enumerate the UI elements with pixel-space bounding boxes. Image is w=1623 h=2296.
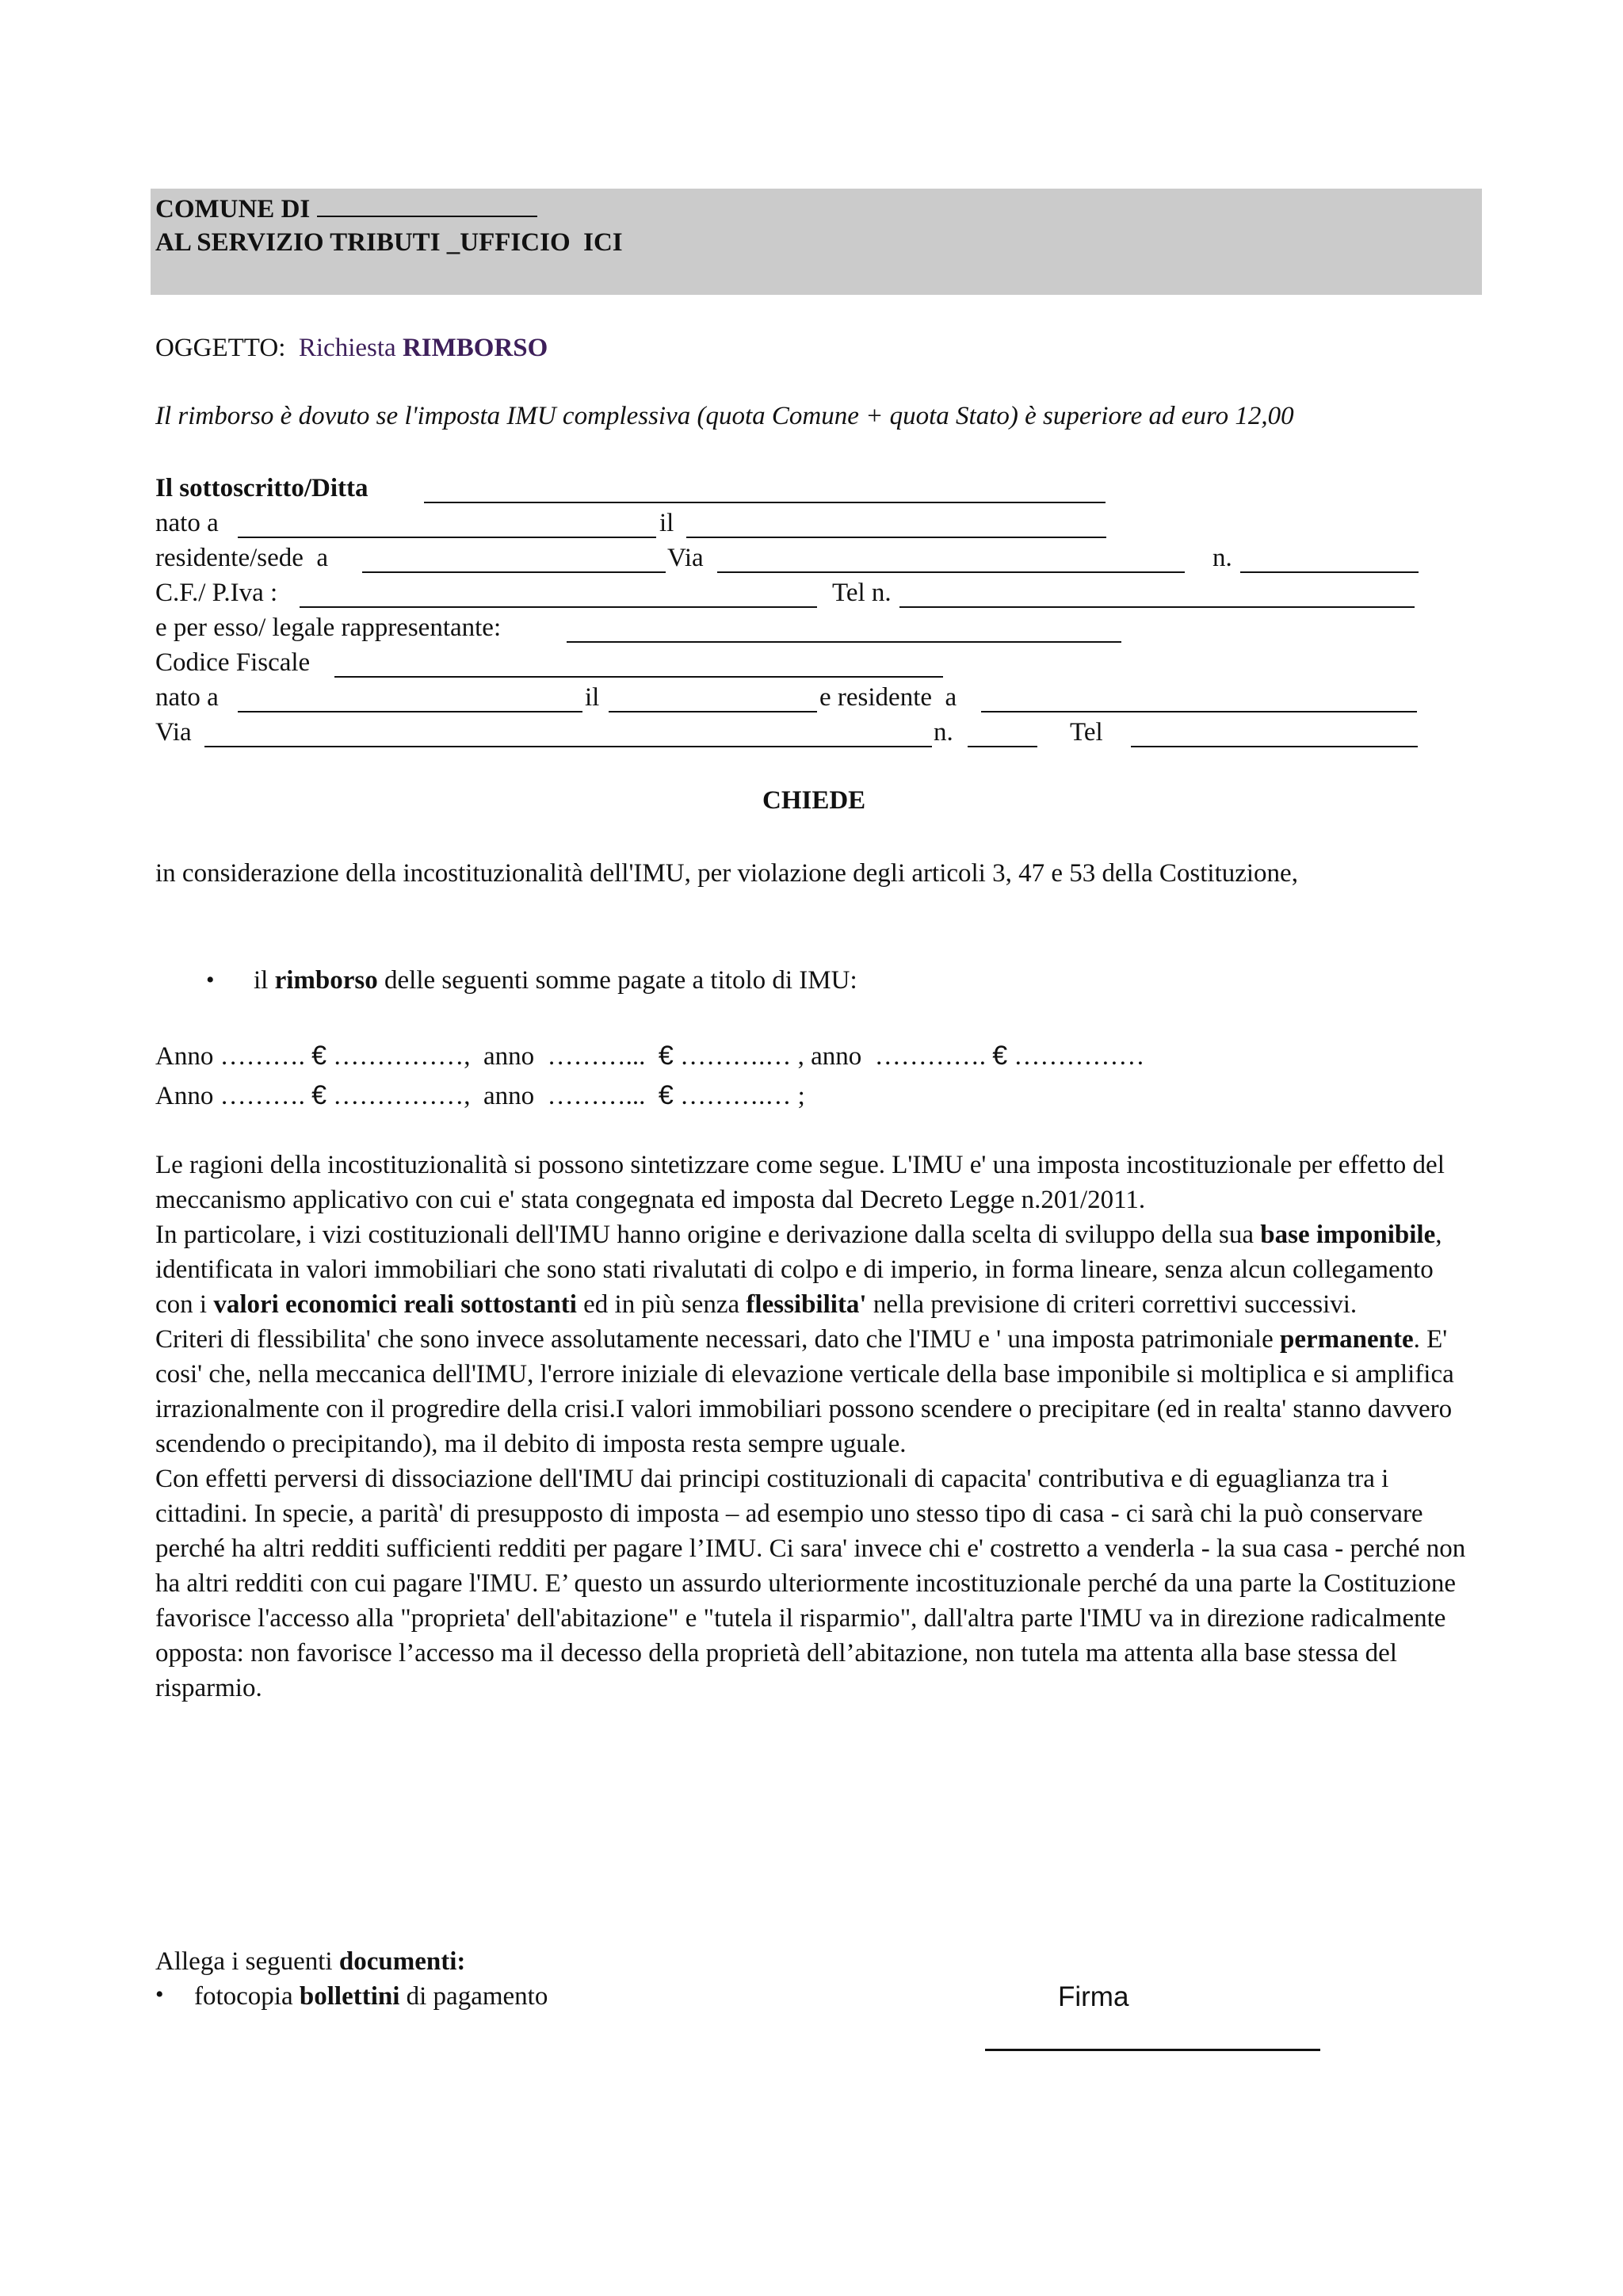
label-residente-2: e residente a (819, 683, 957, 712)
header-comune: COMUNE DI (155, 193, 537, 225)
header-servizio: AL SERVIZIO TRIBUTI _UFFICIO ICI (155, 228, 623, 257)
intro-paragraph: in considerazione della incostituzionalità dell'IMU, per violazione degli articoli 3, 47 e 53 della Costituzione, (155, 859, 1298, 888)
imu-notice: Il rimborso è dovuto se l'imposta IMU complessiva (quota Comune + quota Stato) è superiore ad euro 12,00 (155, 402, 1294, 430)
label-via-2: Via (155, 718, 192, 747)
label-nato-a-2: nato a (155, 683, 219, 712)
subject-line: OGGETTO: Richiesta RIMBORSO (155, 334, 548, 362)
field-nato-a[interactable] (238, 516, 656, 538)
field-tel[interactable] (1131, 725, 1418, 747)
reasons-p1: Le ragioni della incostituzionalità si possono sintetizzare come segue. L'IMU e' una imposta incostituzionale per effetto del meccanismo applicativo con cui e' stata congegnata ed imposta dal Decreto Legge n.201/2011. (155, 1151, 1445, 1214)
reasons-p3: Criteri di flessibilita' che sono invece assolutamente necessari, dato che l'IMU e ' una imposta patrimoniale permanente. E' cosi' che, nella meccanica dell'IMU, l'errore iniziale di elevazione verticale della base imponibile si moltiplica e si amplifica irrazionalmente con il progredire della crisi.I valori immobiliari possono scendere o precipitare (ed in realta' stanno davvero scendendo o precipitando), ma il debito di imposta resta sempre uguale. (155, 1325, 1454, 1458)
signature-line[interactable] (985, 2049, 1320, 2051)
field-residente[interactable] (362, 551, 666, 573)
field-n[interactable] (1240, 551, 1419, 573)
label-tel: Tel (1070, 718, 1103, 747)
field-cf[interactable] (300, 586, 817, 608)
signature-label: Firma (1058, 1981, 1129, 2012)
bullet-dot: • (206, 967, 215, 993)
attachment-bullet-dot: • (155, 1981, 164, 2008)
label-legale: e per esso/ legale rappresentante: (155, 613, 502, 642)
field-n-2[interactable] (968, 725, 1037, 747)
request-title: CHIEDE (762, 786, 866, 815)
label-tel-n: Tel n. (832, 579, 892, 607)
amount-row-1: Anno ………. € ……………, anno ………... € ……….… , anno …………. € …………… (155, 1041, 1145, 1071)
bullet-rimborso: il rimborso delle seguenti somme pagate a titolo di IMU: (254, 966, 857, 995)
reasons-p2: In particolare, i vizi costituzionali dell'IMU hanno origine e derivazione dalla scelta di sviluppo della sua base imponibile, identificata in valori immobiliari che sono stati rivalutati di colpo e di imperio, in forma lineare, senza alcun collegamento con i valori economici reali sottostanti ed in più senza flessibilita' nella previsione di criteri correttivi successivi. (155, 1221, 1442, 1319)
label-n-2: n. (934, 718, 953, 747)
field-il-2[interactable] (609, 690, 817, 712)
label-codice-fiscale: Codice Fiscale (155, 648, 311, 677)
field-codice-fiscale[interactable] (334, 655, 943, 678)
field-residente-2[interactable] (981, 690, 1417, 712)
field-via[interactable] (717, 551, 1185, 573)
field-legale[interactable] (567, 621, 1121, 643)
label-il: il (659, 509, 674, 537)
reasons-p4: Con effetti perversi di dissociazione dell'IMU dai principi costituzionali di capacita' contributiva e di eguaglianza tra i cittadini. In specie, a parità' di presupposto di imposta – ad esempio uno stesso tipo di casa - ci sarà chi la può conservare perché ha altri redditi sufficienti redditi per pagare l’IMU. Ci sara' invece chi e' costretto a venderla - la sua casa - perché non ha altri redditi con cui pagare l'IMU. E’ questo un assurdo ulteriormente incostituzionale perché da una parte la Costituzione favorisce l'accesso alla "proprieta' dell'abitazione" e "tutela il risparmio", dall'altra parte l'IMU va in direzione radicalmente opposta: non favorisce l’accesso ma il decesso della proprietà dell’abitazione, non tutela ma attenta alla base stessa del risparmio. (155, 1465, 1466, 1702)
attachments-intro: Allega i seguenti documenti: (155, 1947, 466, 1976)
label-il-2: il (585, 683, 600, 712)
label-n: n. (1212, 544, 1232, 572)
label-via: Via (667, 544, 704, 572)
field-tel-n[interactable] (899, 586, 1415, 608)
label-cf: C.F./ P.Iva : (155, 579, 278, 607)
field-il[interactable] (686, 516, 1106, 538)
amount-row-2: Anno ………. € ……………, anno ………... € ……….… ; (155, 1080, 805, 1110)
reasons-block (155, 1148, 1471, 1706)
field-via-2[interactable] (204, 725, 932, 747)
attachment-item: fotocopia bollettini di pagamento (194, 1982, 548, 2011)
label-nato-a: nato a (155, 509, 219, 537)
label-sottoscritto: Il sottoscritto/Ditta (155, 474, 369, 502)
field-sottoscritto[interactable] (424, 481, 1106, 503)
label-residente: residente/sede a (155, 544, 329, 572)
field-nato-a-2[interactable] (238, 690, 582, 712)
